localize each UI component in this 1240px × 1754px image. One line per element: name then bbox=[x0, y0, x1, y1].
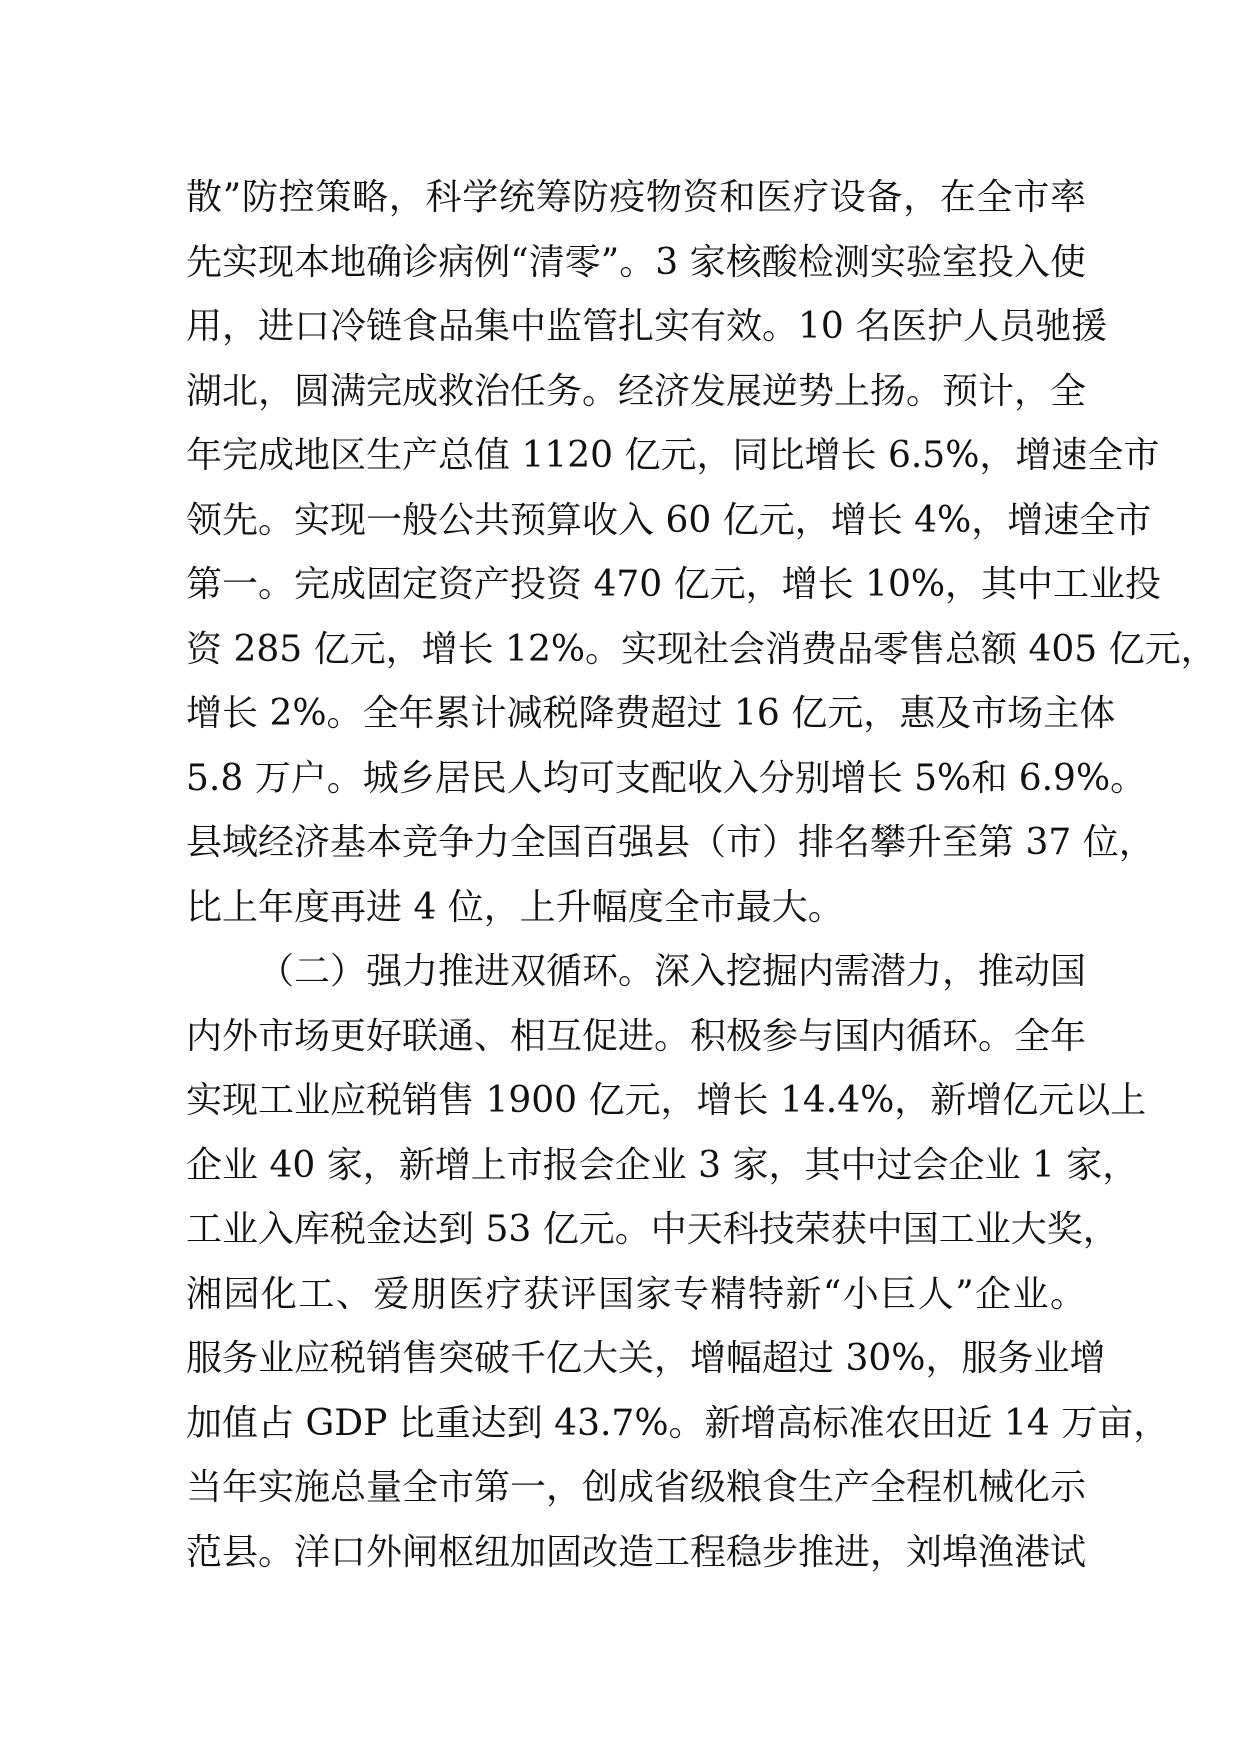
text-line: 加值占 GDP 比重达到 43.7%。新增高标准农田近 14 万亩， bbox=[186, 1402, 1170, 1444]
text-line: 比上年度再进 4 位，上升幅度全市最大。 bbox=[186, 886, 844, 928]
text-line: 县域经济基本竞争力全国百强县（市）排名攀升至第 37 位， bbox=[186, 822, 1155, 863]
text-line: 先实现本地确诊病例“清零”。3 家核酸检测实验室投入使 bbox=[186, 241, 1086, 283]
text-line: 年完成地区生产总值 1120 亿元，同比增长 6.5%，增速全市 bbox=[186, 435, 1160, 476]
text-line: 散”防控策略，科学统筹防疫物资和医疗设备，在全市率 bbox=[186, 177, 1086, 218]
text-line: 实现工业应税销售 1900 亿元，增长 14.4%，新增亿元以上 bbox=[186, 1080, 1147, 1121]
text-line: 5.8 万户。城乡居民人均可支配收入分别增长 5%和 6.9%。 bbox=[186, 757, 1147, 799]
text-line: 领先。实现一般公共预算收入 60 亿元，增长 4%，增速全市 bbox=[186, 499, 1152, 541]
text-line: 第一。完成固定资产投资 470 亿元，增长 10%，其中工业投 bbox=[186, 564, 1162, 605]
text-line: 增长 2%。全年累计减税降费超过 16 亿元，惠及市场主体 bbox=[186, 693, 1116, 734]
text-line: 湘园化工、爱朋医疗获评国家专精特新“小巨人”企业。 bbox=[186, 1273, 1086, 1315]
text-line: 工业入库税金达到 53 亿元。中天科技荣获中国工业大奖， bbox=[186, 1209, 1119, 1250]
text-line: 湖北，圆满完成救治任务。经济发展逆势上扬。预计，全 bbox=[186, 370, 1087, 412]
text-line: 用，进口冷链食品集中监管扎实有效。10 名医护人员驰援 bbox=[186, 306, 1108, 347]
text-line: 服务业应税销售突破千亿大关，增幅超过 30%，服务业增 bbox=[186, 1338, 1106, 1379]
text-line: 资 285 亿元，增长 12%。实现社会消费品零售总额 405 亿元， bbox=[186, 628, 1217, 670]
paragraph-heading-line: （二）强力推进双循环。深入挖掘内需潜力，推动国 bbox=[258, 951, 1087, 992]
document-body bbox=[186, 166, 1217, 1585]
text-line: 范县。洋口外闸枢纽加固改造工程稳步推进，刘埠渔港试 bbox=[186, 1531, 1087, 1573]
text-line: 内外市场更好联通、相互促进。积极参与国内循环。全年 bbox=[186, 1015, 1087, 1057]
text-line: 当年实施总量全市第一，创成省级粮食生产全程机械化示 bbox=[186, 1467, 1087, 1508]
text-line: 企业 40 家，新增上市报会企业 3 家，其中过会企业 1 家， bbox=[186, 1144, 1139, 1186]
